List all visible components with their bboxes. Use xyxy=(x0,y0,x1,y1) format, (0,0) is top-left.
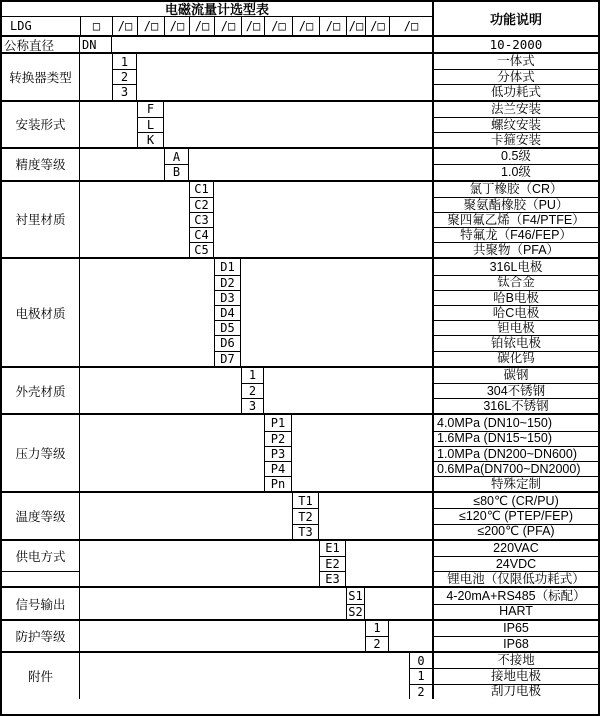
group-label: 安装形式 xyxy=(15,118,66,133)
option-code: C2 xyxy=(190,197,213,212)
option-desc: ≤200℃ (PFA) xyxy=(434,524,598,539)
option-desc: 螺纹安装 xyxy=(434,117,598,132)
option-code: 1 xyxy=(248,368,257,383)
code-column xyxy=(365,621,389,651)
header-left xyxy=(2,2,432,35)
diameter-desc: 10-2000 xyxy=(432,37,598,52)
option-code: B xyxy=(165,164,188,179)
model-code-slot: /□ xyxy=(189,17,214,35)
right-filler xyxy=(389,621,432,651)
option-desc: 1.0级 xyxy=(434,164,598,179)
option-code: L xyxy=(138,117,163,132)
model-code-slot: /□ xyxy=(365,17,389,35)
option-desc: 哈B电极 xyxy=(434,290,598,305)
option-code: K xyxy=(138,132,163,147)
option-desc: 特殊定制 xyxy=(434,476,598,491)
model-code-slot: /□ xyxy=(241,17,264,35)
right-filler xyxy=(189,149,432,179)
option-desc: 0.6MPa(DN700~DN2000) xyxy=(434,461,598,476)
option-desc: 钽电极 xyxy=(434,320,598,335)
option-desc: 铂铱电极 xyxy=(434,335,598,350)
option-code: S2 xyxy=(348,604,363,619)
group-label-cell xyxy=(2,149,80,179)
option-desc: 钛合金 xyxy=(434,275,598,290)
option-code: Pn xyxy=(265,476,291,491)
option-code: C3 xyxy=(190,212,213,227)
option-group xyxy=(2,586,598,618)
code-column xyxy=(319,541,346,587)
model-code-slot: /□ xyxy=(264,17,292,35)
function-column xyxy=(432,588,598,618)
option-code: 2 xyxy=(113,69,136,84)
option-code: P2 xyxy=(265,431,291,446)
model-code-box: □ xyxy=(80,17,112,35)
left-filler xyxy=(80,54,112,100)
option-group xyxy=(2,147,598,179)
option-desc: 锂电池（仅限低功耗式） xyxy=(434,571,598,586)
function-column xyxy=(432,493,598,539)
option-desc: 氯丁橡胶（CR） xyxy=(469,181,563,196)
option-code: A xyxy=(172,149,181,164)
option-code: 3 xyxy=(242,398,263,413)
code-column xyxy=(264,415,292,491)
right-filler xyxy=(319,493,432,539)
option-desc: 不接地 xyxy=(497,653,535,668)
model-code-slot: /□ xyxy=(164,17,189,35)
group-label: 电极材质 xyxy=(15,306,66,321)
code-column xyxy=(214,259,241,365)
function-column-header: 功能说明 xyxy=(432,2,598,35)
group-label: 压力等级 xyxy=(15,447,66,462)
option-group xyxy=(2,257,598,365)
option-group xyxy=(2,619,598,651)
option-desc: 分体式 xyxy=(434,69,598,84)
left-filler xyxy=(80,149,164,179)
option-code: T3 xyxy=(293,524,318,539)
function-column xyxy=(432,541,598,587)
option-desc: 卡箍安装 xyxy=(434,132,598,147)
right-filler xyxy=(346,541,432,587)
group-label-cell xyxy=(2,588,80,618)
option-code: D7 xyxy=(215,351,240,366)
option-desc: IP65 xyxy=(503,621,529,636)
model-code-slot: /□ xyxy=(137,17,164,35)
option-group xyxy=(2,366,598,414)
option-code: S1 xyxy=(348,588,363,603)
diameter-row xyxy=(2,35,598,52)
code-column xyxy=(164,149,189,179)
option-desc: 0.5级 xyxy=(501,149,531,164)
group-label: 精度等级 xyxy=(15,158,66,173)
right-filler xyxy=(241,259,432,365)
option-desc: 碳化钨 xyxy=(434,351,598,366)
code-column xyxy=(409,653,432,699)
option-group xyxy=(2,491,598,539)
option-desc: 碳钢 xyxy=(503,368,529,383)
right-filler xyxy=(164,102,432,148)
option-desc: 哈C电极 xyxy=(434,305,598,320)
model-code-slot: /□ xyxy=(319,17,346,35)
function-column xyxy=(432,653,598,699)
model-code-slot: /□ xyxy=(112,17,137,35)
option-desc: 316L电极 xyxy=(489,259,543,274)
option-desc: 1.0MPa (DN200~DN600) xyxy=(434,446,598,461)
option-code: D5 xyxy=(215,320,240,335)
option-desc: ≤80℃ (CR/PU) xyxy=(473,493,559,508)
model-prefix: LDG xyxy=(10,19,32,33)
option-code: D4 xyxy=(215,305,240,320)
function-column xyxy=(432,621,598,651)
group-label-cell xyxy=(2,54,80,100)
function-column xyxy=(432,149,598,179)
group-label: 供电方式 xyxy=(15,549,66,564)
code-column xyxy=(189,182,214,258)
left-filler xyxy=(80,415,264,491)
option-desc: 法兰安装 xyxy=(490,101,541,116)
left-filler xyxy=(80,653,409,699)
diameter-label: 公称直径 xyxy=(4,38,55,53)
group-label-cell xyxy=(2,182,80,258)
model-code-slot: /□ xyxy=(292,17,319,35)
code-column xyxy=(241,368,264,414)
model-code-slot: /□ xyxy=(389,17,432,35)
option-desc: 一体式 xyxy=(497,54,535,69)
group-label: 信号输出 xyxy=(15,597,66,612)
option-code: D1 xyxy=(220,260,235,275)
option-desc: 4-20mA+RS485（标配） xyxy=(446,588,586,603)
option-code: 2 xyxy=(366,636,388,651)
left-filler xyxy=(80,621,365,651)
option-code: T1 xyxy=(298,493,313,508)
function-column xyxy=(432,259,598,365)
left-filler xyxy=(80,102,137,148)
option-code: E2 xyxy=(320,556,345,571)
code-column xyxy=(292,493,319,539)
option-code: C5 xyxy=(190,242,213,257)
function-column xyxy=(432,182,598,258)
diameter-filler xyxy=(112,37,432,52)
option-code: 1 xyxy=(120,54,129,69)
page-title: 电磁流量计选型表 xyxy=(2,2,432,17)
option-desc: 聚四氟乙烯（F4/PTFE） xyxy=(434,212,598,227)
option-code: P3 xyxy=(265,446,291,461)
option-desc: 1.6MPa (DN15~150) xyxy=(434,431,598,446)
left-filler xyxy=(80,493,292,539)
option-code: T2 xyxy=(293,508,318,523)
function-column xyxy=(432,368,598,414)
option-desc: ≤120℃ (PTEP/FEP) xyxy=(434,508,598,523)
function-column xyxy=(432,415,598,491)
group-label: 转换器类型 xyxy=(9,70,72,85)
option-desc: 4.0MPa (DN10~150) xyxy=(437,415,552,430)
group-label-cell xyxy=(2,102,80,148)
code-column xyxy=(346,588,365,618)
option-code: 2 xyxy=(242,383,263,398)
option-desc: 共聚物（PFA） xyxy=(434,242,598,257)
right-filler xyxy=(137,54,432,100)
option-code: P1 xyxy=(270,415,286,430)
group-label-cell xyxy=(2,541,80,587)
left-filler xyxy=(80,259,214,365)
group-label-cell xyxy=(2,368,80,414)
model-code-slot: /□ xyxy=(214,17,241,35)
right-filler xyxy=(365,588,432,618)
group-label-cell xyxy=(2,621,80,651)
option-group xyxy=(2,413,598,491)
option-code: 1 xyxy=(410,668,432,683)
group-label-cell xyxy=(2,415,80,491)
option-code: 1 xyxy=(373,621,381,636)
group-label: 附件 xyxy=(27,669,53,684)
left-filler xyxy=(80,182,189,258)
option-desc: 刮刀电极 xyxy=(434,684,598,699)
option-code: D6 xyxy=(215,335,240,350)
option-desc: 220VAC xyxy=(493,541,539,556)
left-filler xyxy=(80,588,346,618)
option-code: 0 xyxy=(417,653,425,668)
model-code-slot: /□ xyxy=(346,17,365,35)
option-code: E1 xyxy=(325,541,340,556)
model-code-slots xyxy=(112,17,432,35)
option-group xyxy=(2,52,598,100)
diameter-label-cell xyxy=(2,37,80,52)
group-label: 防护等级 xyxy=(15,629,66,644)
group-label-cell xyxy=(2,259,80,365)
option-desc: IP68 xyxy=(434,636,598,651)
option-code: E3 xyxy=(320,571,345,586)
option-code: 2 xyxy=(410,684,432,699)
function-column xyxy=(432,102,598,148)
option-code: P4 xyxy=(265,461,291,476)
group-label: 衬里材质 xyxy=(15,213,66,228)
option-desc: 特氟龙（F46/FEP） xyxy=(434,227,598,242)
group-label-cell xyxy=(2,493,80,539)
option-group xyxy=(2,651,598,699)
option-code: F xyxy=(146,102,155,117)
function-column xyxy=(432,54,598,100)
table-header xyxy=(2,2,598,35)
left-filler xyxy=(80,541,319,587)
option-group xyxy=(2,100,598,148)
option-code: D2 xyxy=(215,275,240,290)
option-group xyxy=(2,180,598,258)
group-label-cell xyxy=(2,653,80,699)
option-desc: 聚氨酯橡胶（PU） xyxy=(434,197,598,212)
group-label: 外壳材质 xyxy=(15,384,66,399)
option-desc: 接地电极 xyxy=(434,668,598,683)
group-label-empty xyxy=(2,571,79,587)
code-column xyxy=(137,102,164,148)
option-group xyxy=(2,539,598,587)
model-code-row xyxy=(2,17,432,35)
option-desc: 304不锈钢 xyxy=(434,383,598,398)
group-label: 温度等级 xyxy=(15,510,66,525)
option-desc: 低功耗式 xyxy=(434,84,598,99)
right-filler xyxy=(214,182,432,258)
right-filler xyxy=(264,368,432,414)
option-groups xyxy=(2,52,598,699)
option-code: D3 xyxy=(215,290,240,305)
option-code: C1 xyxy=(194,182,209,197)
option-desc: 24VDC xyxy=(434,556,598,571)
option-code: 3 xyxy=(113,84,136,99)
right-filler xyxy=(292,415,432,491)
option-code: C4 xyxy=(190,227,213,242)
code-column xyxy=(112,54,137,100)
option-desc: HART xyxy=(434,604,598,619)
option-desc: 316L不锈钢 xyxy=(434,398,598,413)
left-filler xyxy=(80,368,241,414)
diameter-code: DN xyxy=(80,37,112,52)
